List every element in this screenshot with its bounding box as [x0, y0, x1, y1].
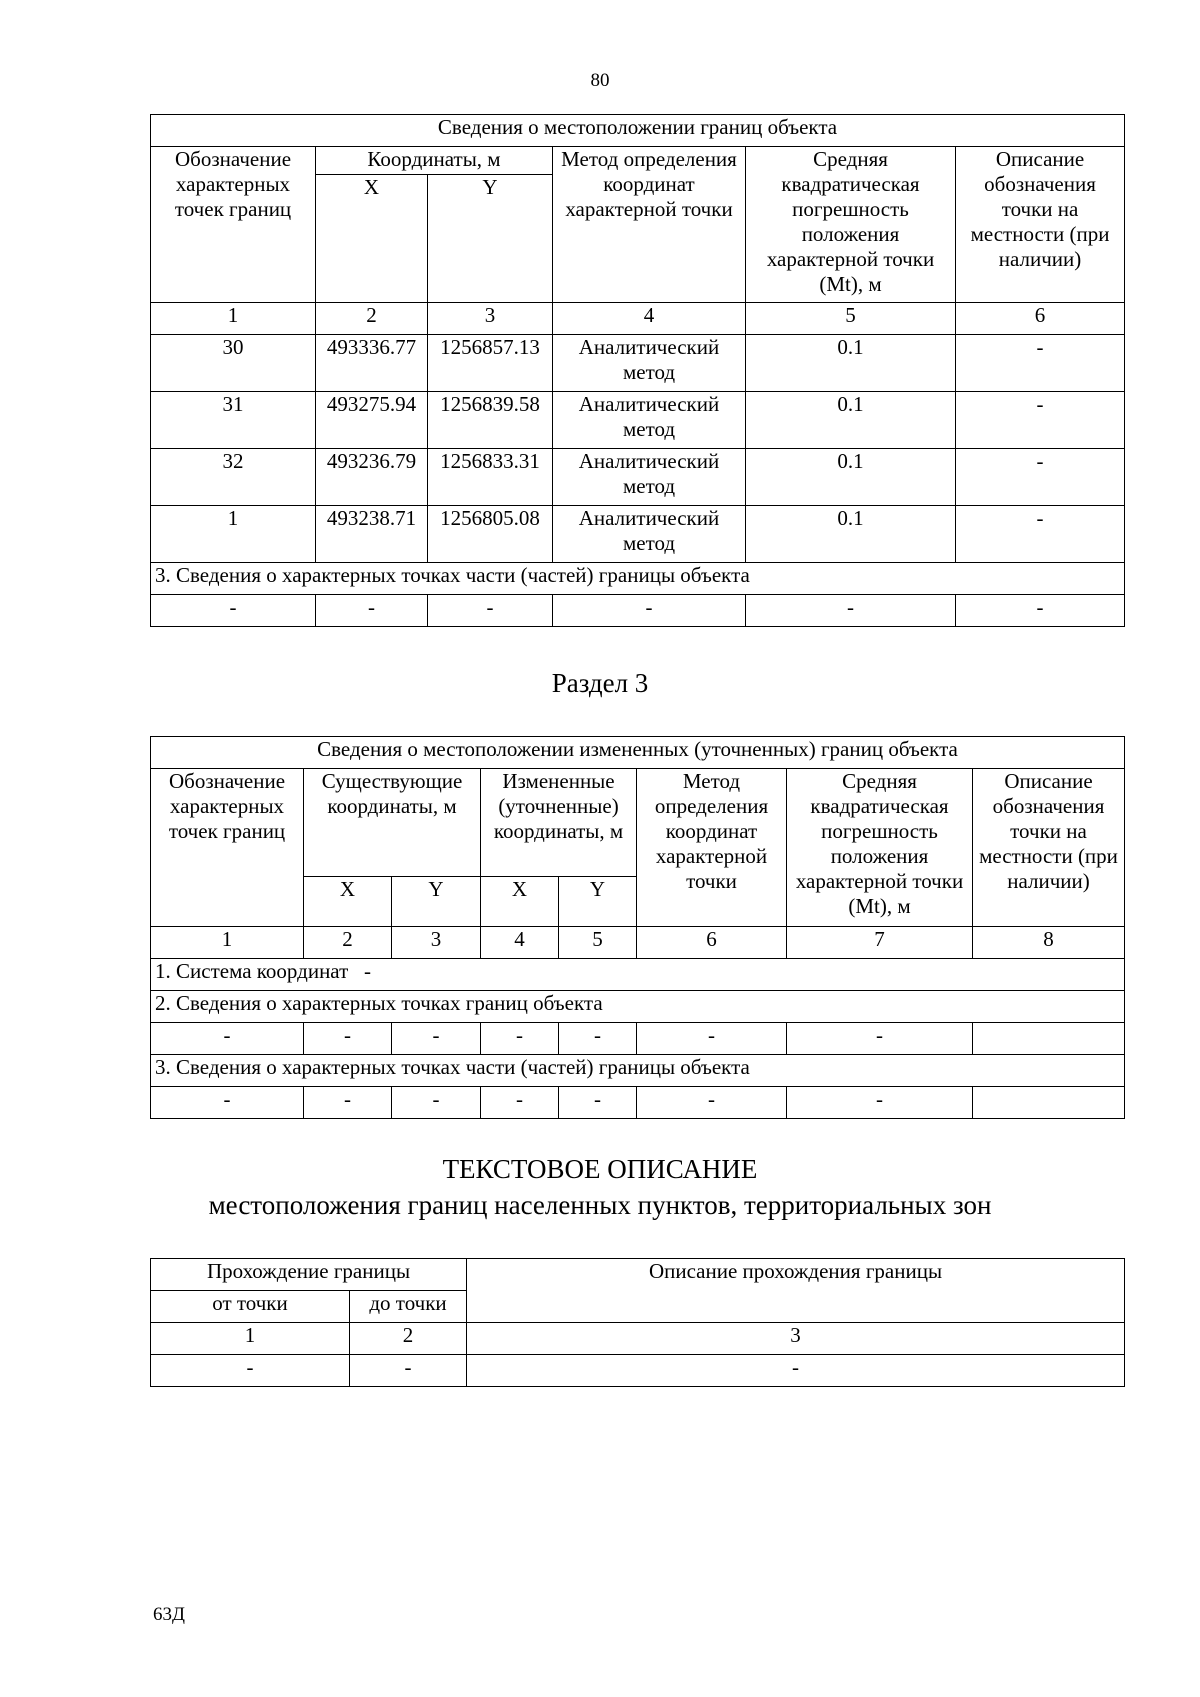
column-number: 3	[392, 927, 481, 959]
header-x: X	[481, 877, 559, 927]
header-y: Y	[559, 877, 637, 927]
boundary-location-table	[150, 114, 1125, 627]
empty-cell: -	[428, 595, 553, 627]
column-numbers-row	[151, 303, 1125, 335]
column-number: 4	[553, 303, 746, 335]
y-cell: 1256805.08	[428, 506, 553, 563]
footer-code: 63Д	[153, 1604, 185, 1625]
empty-cell: -	[151, 1023, 304, 1055]
method-cell: Аналитический метод	[553, 449, 746, 506]
empty-cell	[973, 1087, 1125, 1119]
empty-cell	[973, 1023, 1125, 1055]
header-coords: Координаты, м	[316, 147, 553, 175]
header-description: Описание обозначения точки на местности (при наличии)	[973, 769, 1125, 927]
empty-cell: -	[392, 1087, 481, 1119]
header-error: Средняя квадратическая погрешность положения характерной точки (Mt), м	[746, 147, 956, 303]
column-number: 7	[787, 927, 973, 959]
empty-cell: -	[746, 595, 956, 627]
header-x: X	[304, 877, 392, 927]
empty-cell: -	[151, 1087, 304, 1119]
boundary-description-table	[150, 1258, 1125, 1387]
error-cell: 0.1	[746, 506, 956, 563]
column-number: 8	[973, 927, 1125, 959]
column-number: 3	[428, 303, 553, 335]
method-cell: Аналитический метод	[553, 506, 746, 563]
empty-cell: -	[151, 595, 316, 627]
column-number: 1	[151, 1323, 350, 1355]
y-cell: 1256857.13	[428, 335, 553, 392]
header-pass: Прохождение границы	[151, 1259, 467, 1291]
column-number: 5	[746, 303, 956, 335]
column-number: 5	[559, 927, 637, 959]
header-points: Обозначение характерных точек границ	[151, 769, 304, 927]
table-row	[151, 335, 1125, 392]
text-description-subtitle: местоположения границ населенных пунктов, территориальных зон	[208, 1190, 992, 1220]
table-title: Сведения о местоположении измененных (уточненных) границ объекта	[151, 737, 1125, 769]
point-cell: 1	[151, 506, 316, 563]
column-number: 2	[316, 303, 428, 335]
parts-section-label: 3. Сведения о характерных точках части (частей) границы объекта	[151, 563, 1125, 595]
empty-cell: -	[350, 1355, 467, 1387]
empty-cell: -	[481, 1023, 559, 1055]
header-y: Y	[392, 877, 481, 927]
y-cell: 1256833.31	[428, 449, 553, 506]
text-description-title: ТЕКСТОВОЕ ОПИСАНИЕ	[442, 1154, 758, 1184]
desc-cell: -	[956, 392, 1125, 449]
empty-cell: -	[637, 1087, 787, 1119]
column-number: 2	[304, 927, 392, 959]
empty-cell: -	[151, 1355, 350, 1387]
header-pass-description: Описание прохождения границы	[467, 1259, 1125, 1323]
table-row	[151, 595, 1125, 627]
header-to-point: до точки	[350, 1291, 467, 1323]
empty-cell: -	[956, 595, 1125, 627]
header-y: Y	[428, 175, 553, 303]
table-row	[151, 1087, 1125, 1119]
x-cell: 493336.77	[316, 335, 428, 392]
page-number: 80	[590, 70, 610, 91]
table-row	[151, 506, 1125, 563]
table-title: Сведения о местоположении границ объекта	[151, 115, 1125, 147]
header-x: X	[316, 175, 428, 303]
point-cell: 32	[151, 449, 316, 506]
error-cell: 0.1	[746, 449, 956, 506]
y-cell: 1256839.58	[428, 392, 553, 449]
x-cell: 493275.94	[316, 392, 428, 449]
header-error: Средняя квадратическая погрешность положения характерной точки (Mt), м	[787, 769, 973, 927]
header-existing-coords: Существующие координаты, м	[304, 769, 481, 877]
column-number: 3	[467, 1323, 1125, 1355]
table-row	[151, 392, 1125, 449]
header-method: Метод определения координат характерной точки	[553, 147, 746, 303]
empty-cell: -	[559, 1023, 637, 1055]
table-row	[151, 1355, 1125, 1387]
column-number: 1	[151, 303, 316, 335]
points-section-label: 2. Сведения о характерных точках границ объекта	[151, 991, 1125, 1023]
x-cell: 493238.71	[316, 506, 428, 563]
empty-cell: -	[787, 1087, 973, 1119]
desc-cell: -	[956, 335, 1125, 392]
error-cell: 0.1	[746, 392, 956, 449]
column-number: 6	[637, 927, 787, 959]
header-points: Обозначение характерных точек границ	[151, 147, 316, 303]
empty-cell: -	[787, 1023, 973, 1055]
changed-boundary-table	[150, 736, 1125, 1119]
empty-cell: -	[553, 595, 746, 627]
point-cell: 30	[151, 335, 316, 392]
column-number: 2	[350, 1323, 467, 1355]
empty-cell: -	[481, 1087, 559, 1119]
empty-cell: -	[559, 1087, 637, 1119]
empty-cell: -	[392, 1023, 481, 1055]
column-numbers-row	[151, 1323, 1125, 1355]
table-row	[151, 449, 1125, 506]
empty-cell: -	[304, 1087, 392, 1119]
section-title: Раздел 3	[551, 668, 649, 698]
desc-cell: -	[956, 449, 1125, 506]
error-cell: 0.1	[746, 335, 956, 392]
column-numbers-row	[151, 927, 1125, 959]
x-cell: 493236.79	[316, 449, 428, 506]
column-number: 1	[151, 927, 304, 959]
desc-cell: -	[956, 506, 1125, 563]
table-row	[151, 1023, 1125, 1055]
header-description: Описание обозначения точки на местности (при наличии)	[956, 147, 1125, 303]
header-method: Метод определения координат характерной точки	[637, 769, 787, 927]
method-cell: Аналитический метод	[553, 335, 746, 392]
empty-cell: -	[304, 1023, 392, 1055]
empty-cell: -	[467, 1355, 1125, 1387]
header-changed-coords: Измененные (уточненные) координаты, м	[481, 769, 637, 877]
coord-system-label: 1. Система координат -	[151, 959, 1125, 991]
empty-cell: -	[316, 595, 428, 627]
parts-section-label: 3. Сведения о характерных точках части (частей) границы объекта	[151, 1055, 1125, 1087]
column-number: 6	[956, 303, 1125, 335]
empty-cell: -	[637, 1023, 787, 1055]
header-from-point: от точки	[151, 1291, 350, 1323]
point-cell: 31	[151, 392, 316, 449]
method-cell: Аналитический метод	[553, 392, 746, 449]
column-number: 4	[481, 927, 559, 959]
